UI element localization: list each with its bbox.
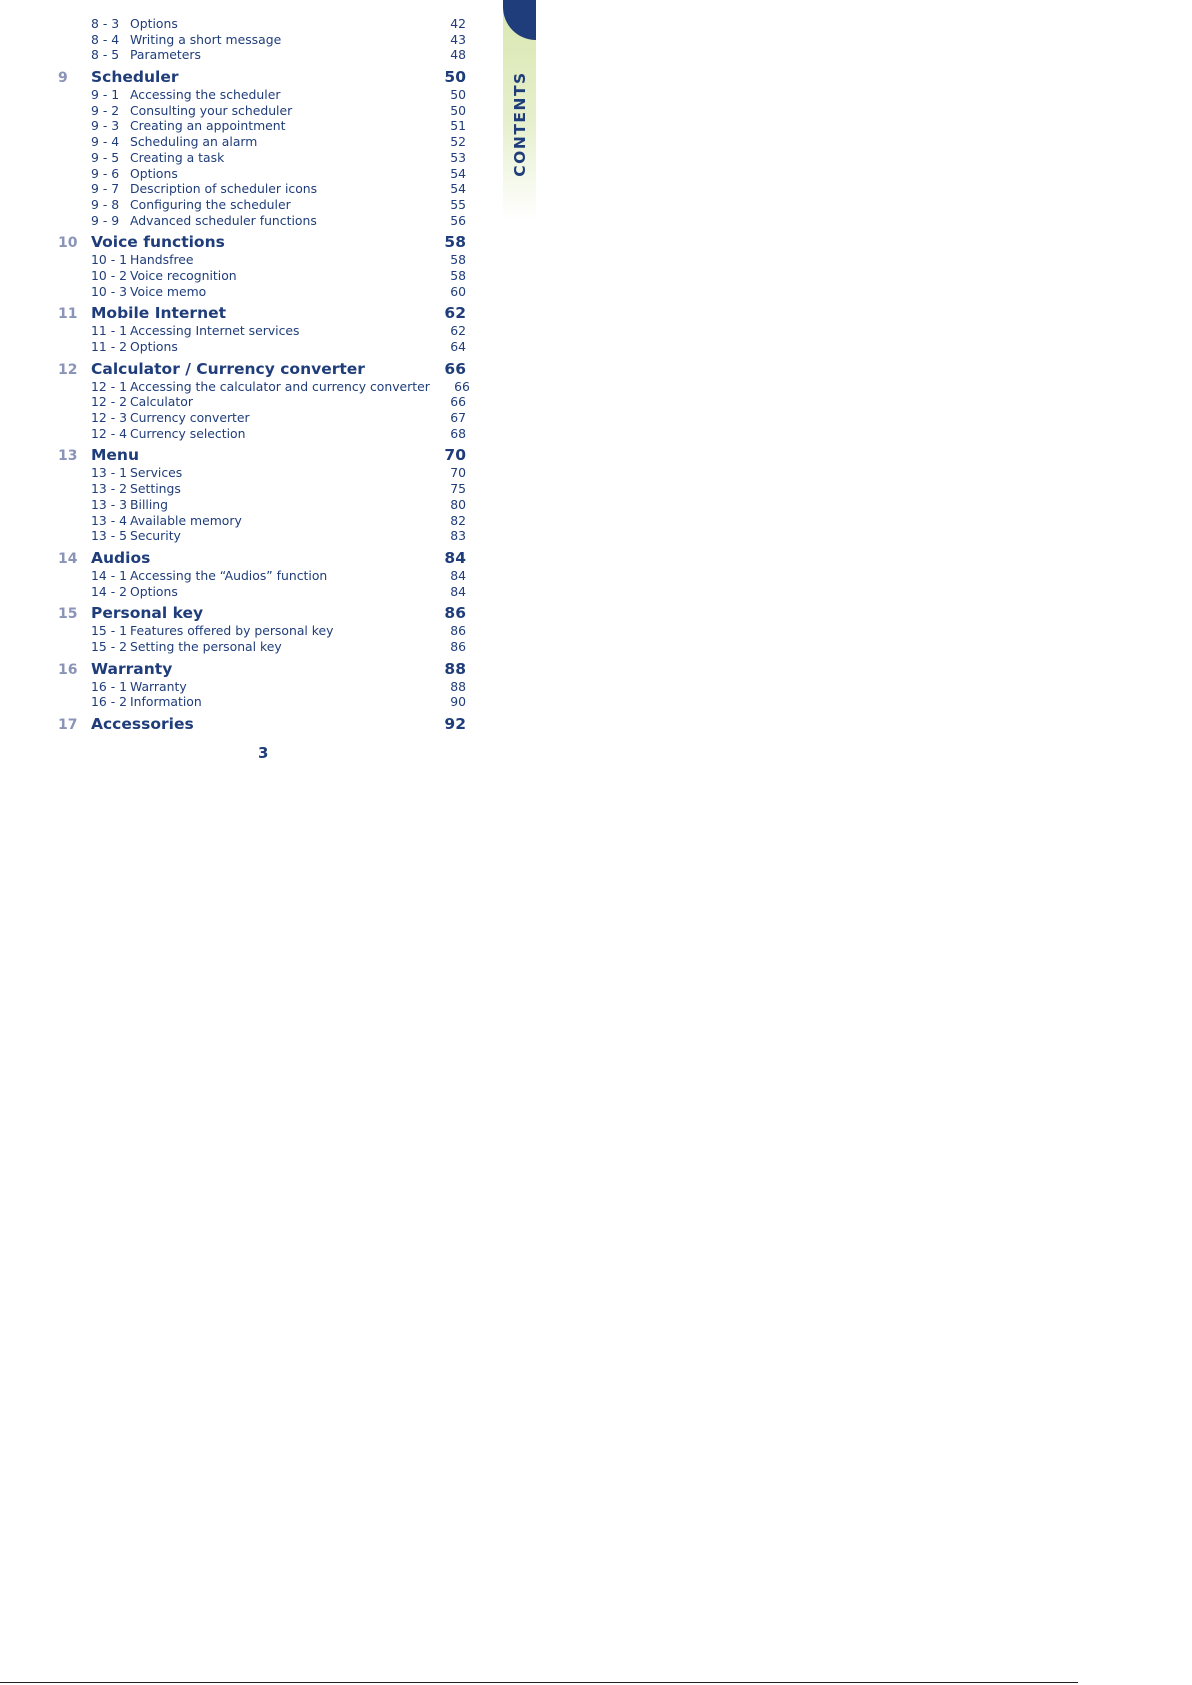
page-ref: 86: [450, 623, 466, 639]
page-ref: 54: [450, 181, 466, 197]
section-code: 9 - 3: [91, 118, 120, 134]
page-ref: 48: [450, 47, 466, 63]
toc-section[interactable]: [58, 166, 478, 182]
section-title: Accessing the calculator and currency converter: [130, 378, 430, 394]
toc-section[interactable]: [58, 252, 478, 268]
section-code: 15 - 1: [91, 623, 127, 639]
section-code: 16 - 2: [91, 694, 127, 710]
section-title: Writing a short message: [130, 31, 282, 47]
page-ref: 84: [450, 583, 466, 599]
section-title: Options: [130, 165, 178, 181]
chapter-number: 13: [58, 448, 78, 465]
page-ref: 88: [450, 678, 466, 694]
page-ref: 83: [450, 528, 466, 544]
section-code: 16 - 1: [91, 678, 127, 694]
section-code: 14 - 2: [91, 583, 127, 599]
toc-chapter[interactable]: [58, 548, 478, 568]
section-code: 10 - 2: [91, 267, 127, 283]
section-code: 10 - 3: [91, 283, 127, 299]
section-title: Configuring the scheduler: [130, 196, 291, 212]
chapter-title: Scheduler: [91, 68, 179, 87]
section-title: Advanced scheduler functions: [130, 212, 317, 228]
page-ref: 62: [450, 323, 466, 339]
chapter-number: 10: [58, 235, 78, 252]
section-code: 9 - 2: [91, 102, 120, 118]
page-number: 3: [258, 744, 269, 762]
section-title: Security: [130, 528, 181, 544]
section-title: Creating an appointment: [130, 118, 286, 134]
toc-section[interactable]: [58, 323, 478, 339]
section-code: 12 - 2: [91, 394, 127, 410]
toc-section[interactable]: [58, 103, 478, 119]
page-ref: 90: [450, 694, 466, 710]
side-tab-label: CONTENTS: [511, 71, 529, 177]
toc-section[interactable]: [58, 481, 478, 497]
section-title: Voice memo: [130, 283, 207, 299]
footer-rule: [0, 1682, 1078, 1683]
section-title: Available memory: [130, 512, 242, 528]
page-ref: 43: [450, 31, 466, 47]
page-ref: 52: [450, 134, 466, 150]
section-code: 13 - 2: [91, 481, 127, 497]
chapter-title: Audios: [91, 548, 151, 567]
section-title: Settings: [130, 481, 181, 497]
section-title: Currency converter: [130, 410, 250, 426]
toc-section[interactable]: [58, 465, 478, 481]
toc-section[interactable]: [58, 528, 478, 544]
section-code: 13 - 1: [91, 465, 127, 481]
toc-section[interactable]: [58, 584, 478, 600]
toc-section[interactable]: [58, 150, 478, 166]
page-ref: 53: [450, 149, 466, 165]
page-ref: 56: [450, 212, 466, 228]
section-code: 11 - 1: [91, 323, 127, 339]
chapter-number: 15: [58, 606, 78, 623]
toc-section[interactable]: [58, 497, 478, 513]
toc-section[interactable]: [58, 679, 478, 695]
page-ref: 60: [450, 283, 466, 299]
section-title: Creating a task: [130, 149, 225, 165]
section-title: Options: [130, 16, 178, 31]
chapter-number: 14: [58, 550, 78, 567]
toc-section[interactable]: [58, 568, 478, 584]
toc-section[interactable]: [58, 623, 478, 639]
section-title: Warranty: [130, 678, 187, 694]
toc-section[interactable]: [58, 268, 478, 284]
section-title: Accessing the “Audios” function: [130, 567, 328, 583]
chapter-title: Mobile Internet: [91, 304, 227, 323]
toc-section[interactable]: [58, 87, 478, 103]
toc-section[interactable]: [58, 118, 478, 134]
section-code: 9 - 7: [91, 181, 120, 197]
chapter-title: Calculator / Currency converter: [91, 359, 365, 378]
page-ref: 55: [450, 196, 466, 212]
page-ref: 82: [450, 512, 466, 528]
toc-chapter[interactable]: [58, 303, 478, 323]
section-code: 10 - 1: [91, 252, 127, 268]
page-ref: 84: [450, 567, 466, 583]
section-code: 13 - 5: [91, 528, 127, 544]
section-code: 9 - 9: [91, 212, 120, 228]
toc-chapter[interactable]: [58, 659, 478, 679]
toc-chapter[interactable]: [58, 67, 478, 87]
chapter-number: 17: [58, 717, 78, 733]
page-ref: 42: [450, 16, 466, 31]
chapter-title: Voice functions: [91, 233, 225, 252]
page-ref: 92: [444, 715, 466, 733]
section-title: Handsfree: [130, 252, 194, 268]
section-code: 9 - 1: [91, 87, 120, 103]
section-title: Billing: [130, 496, 168, 512]
chapter-number: 11: [58, 306, 78, 323]
section-code: 14 - 1: [91, 567, 127, 583]
toc-section[interactable]: [58, 213, 478, 229]
page-ref: 54: [450, 165, 466, 181]
chapter-title: Warranty: [91, 659, 173, 678]
section-code: 11 - 2: [91, 339, 127, 354]
section-title: Consulting your scheduler: [130, 102, 293, 118]
section-code: 13 - 4: [91, 512, 127, 528]
section-code: 8 - 3: [91, 16, 120, 31]
section-title: Setting the personal key: [130, 638, 282, 654]
page-ref: 68: [450, 425, 466, 441]
page-ref: 86: [450, 638, 466, 654]
toc-section[interactable]: [58, 32, 478, 48]
table-of-contents: [58, 16, 478, 734]
section-code: 8 - 5: [91, 47, 120, 63]
toc-section[interactable]: [58, 16, 478, 32]
section-code: 15 - 2: [91, 638, 127, 654]
toc-section[interactable]: [58, 284, 478, 300]
section-title: Currency selection: [130, 425, 246, 441]
page-ref: 88: [444, 659, 466, 678]
page-ref: 84: [444, 548, 466, 567]
section-code: 9 - 6: [91, 165, 120, 181]
page-ref: 50: [450, 102, 466, 118]
page-ref: 62: [444, 304, 466, 323]
section-title: Options: [130, 583, 178, 599]
toc-chapter[interactable]: [58, 359, 478, 379]
chapter-title: Accessories: [91, 715, 194, 733]
section-code: 12 - 3: [91, 410, 127, 426]
page-ref: 51: [450, 118, 466, 134]
page-ref: 67: [450, 410, 466, 426]
section-title: Information: [130, 694, 202, 710]
page-ref: 86: [444, 604, 466, 623]
section-title: Voice recognition: [130, 267, 237, 283]
page-ref: 64: [450, 339, 466, 354]
section-code: 12 - 4: [91, 425, 127, 441]
section-title: Features offered by personal key: [130, 623, 334, 639]
toc-chapter[interactable]: [58, 445, 478, 465]
page-ref: 58: [450, 267, 466, 283]
toc-chapter[interactable]: [58, 232, 478, 252]
chapter-number: 12: [58, 361, 78, 378]
toc-section[interactable]: [58, 197, 478, 213]
section-title: Description of scheduler icons: [130, 181, 318, 197]
page-ref: 58: [444, 233, 466, 252]
toc-chapter[interactable]: [58, 603, 478, 623]
page-ref: 50: [450, 87, 466, 103]
section-code: 12 - 1: [91, 378, 127, 394]
page-ref: 50: [444, 68, 466, 87]
section-title: Accessing Internet services: [130, 323, 300, 339]
toc-chapter[interactable]: [58, 714, 478, 734]
chapter-number: 9: [58, 70, 68, 87]
chapter-title: Menu: [91, 446, 140, 465]
page-ref: 58: [450, 252, 466, 268]
toc-section[interactable]: [58, 513, 478, 529]
section-code: 13 - 3: [91, 496, 127, 512]
chapter-number: 16: [58, 661, 78, 678]
toc-section[interactable]: [58, 410, 478, 426]
section-title: Calculator: [130, 394, 193, 410]
toc-section[interactable]: [58, 426, 478, 442]
section-code: 9 - 5: [91, 149, 120, 165]
section-title: Scheduling an alarm: [130, 134, 258, 150]
page-ref: 66: [450, 394, 466, 410]
toc-section[interactable]: [58, 339, 478, 355]
toc-section[interactable]: [58, 181, 478, 197]
toc-section[interactable]: [58, 47, 478, 63]
section-code: 8 - 4: [91, 31, 120, 47]
section-code: 9 - 4: [91, 134, 120, 150]
page-ref: 75: [450, 481, 466, 497]
page-ref: 80: [450, 496, 466, 512]
toc-section[interactable]: [58, 134, 478, 150]
page-ref: 66: [454, 378, 470, 394]
page-ref: 66: [444, 359, 466, 378]
toc-section[interactable]: [58, 694, 478, 710]
page-ref: 70: [450, 465, 466, 481]
section-title: Services: [130, 465, 183, 481]
section-title: Options: [130, 339, 178, 354]
toc-section[interactable]: [58, 394, 478, 410]
chapter-title: Personal key: [91, 604, 204, 623]
page-ref: 70: [444, 446, 466, 465]
section-title: Accessing the scheduler: [130, 87, 281, 103]
section-code: 9 - 8: [91, 196, 120, 212]
toc-section[interactable]: [58, 379, 478, 395]
toc-section[interactable]: [58, 639, 478, 655]
section-title: Parameters: [130, 47, 201, 63]
